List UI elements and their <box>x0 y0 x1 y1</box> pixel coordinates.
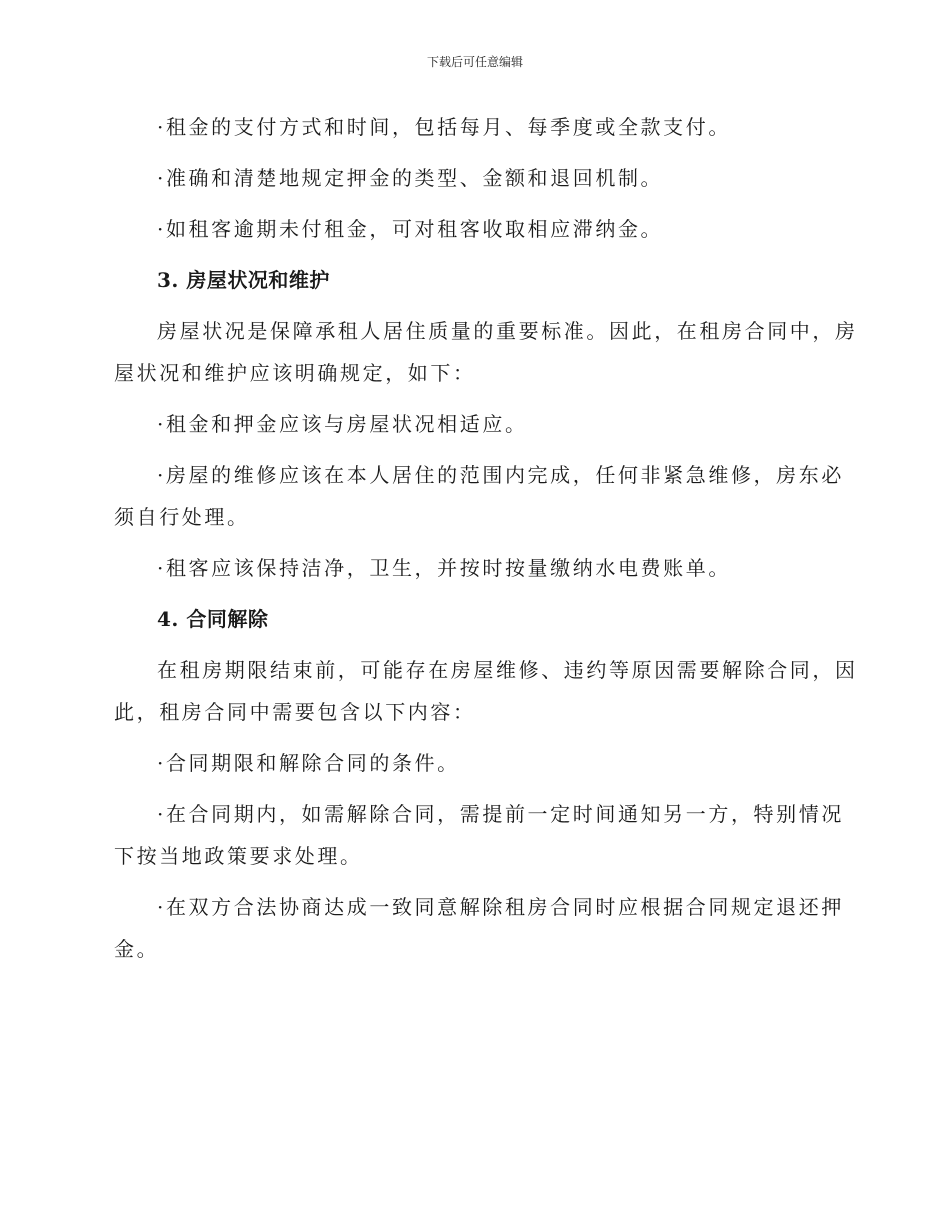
bullet-item <box>114 742 834 784</box>
text-line: ·准确和清楚地规定押金的类型、金额和退回机制。 <box>157 166 664 190</box>
bullet-item <box>114 454 844 538</box>
text-line: ·租金的支付方式和时间，包括每月、每季度或全款支付。 <box>157 115 731 139</box>
text-line: 须自行处理。 <box>114 505 250 529</box>
heading-text: 3. 房屋状况和维护 <box>157 268 330 292</box>
text-line: 金。 <box>114 937 160 961</box>
bullet-item <box>114 793 844 877</box>
text-line: 屋状况和维护应该明确规定，如下： <box>114 361 476 385</box>
section-heading <box>114 598 834 640</box>
text-line: ·在双方合法协商达成一致同意解除租房合同时应根据合同规定退还押 <box>157 895 844 919</box>
section-heading <box>114 259 834 301</box>
text-line: ·在合同期内，如需解除合同，需提前一定时间通知另一方，特别情况 <box>157 802 844 826</box>
text-line: 房屋状况是保障承租人居住质量的重要标准。因此，在租房合同中，房 <box>157 319 858 343</box>
text-line: ·租金和押金应该与房屋状况相适应。 <box>157 412 528 436</box>
text-line: 下按当地政策要求处理。 <box>114 844 363 868</box>
text-line: ·房屋的维修应该在本人居住的范围内完成，任何非紧急维修，房东必 <box>157 463 844 487</box>
page-header: 下载后可任意编辑 <box>426 55 523 69</box>
text-line: ·租客应该保持洁净，卫生，并按时按量缴纳水电费账单。 <box>157 556 731 580</box>
text-line: 此，租房合同中需要包含以下内容： <box>114 700 476 724</box>
bullet-item <box>114 403 834 445</box>
bullet-item <box>114 208 834 250</box>
text-line: ·合同期限和解除合同的条件。 <box>157 751 460 775</box>
bullet-item <box>114 106 834 148</box>
bullet-item <box>114 547 834 589</box>
bullet-item <box>114 886 844 970</box>
text-line: 在租房期限结束前，可能存在房屋维修、违约等原因需要解除合同，因 <box>157 658 858 682</box>
paragraph <box>114 310 858 394</box>
heading-text: 4. 合同解除 <box>157 607 269 631</box>
document-body <box>114 106 858 979</box>
bullet-item <box>114 157 834 199</box>
text-line: ·如租客逾期未付租金，可对租客收取相应滞纳金。 <box>157 217 664 241</box>
paragraph <box>114 649 858 733</box>
